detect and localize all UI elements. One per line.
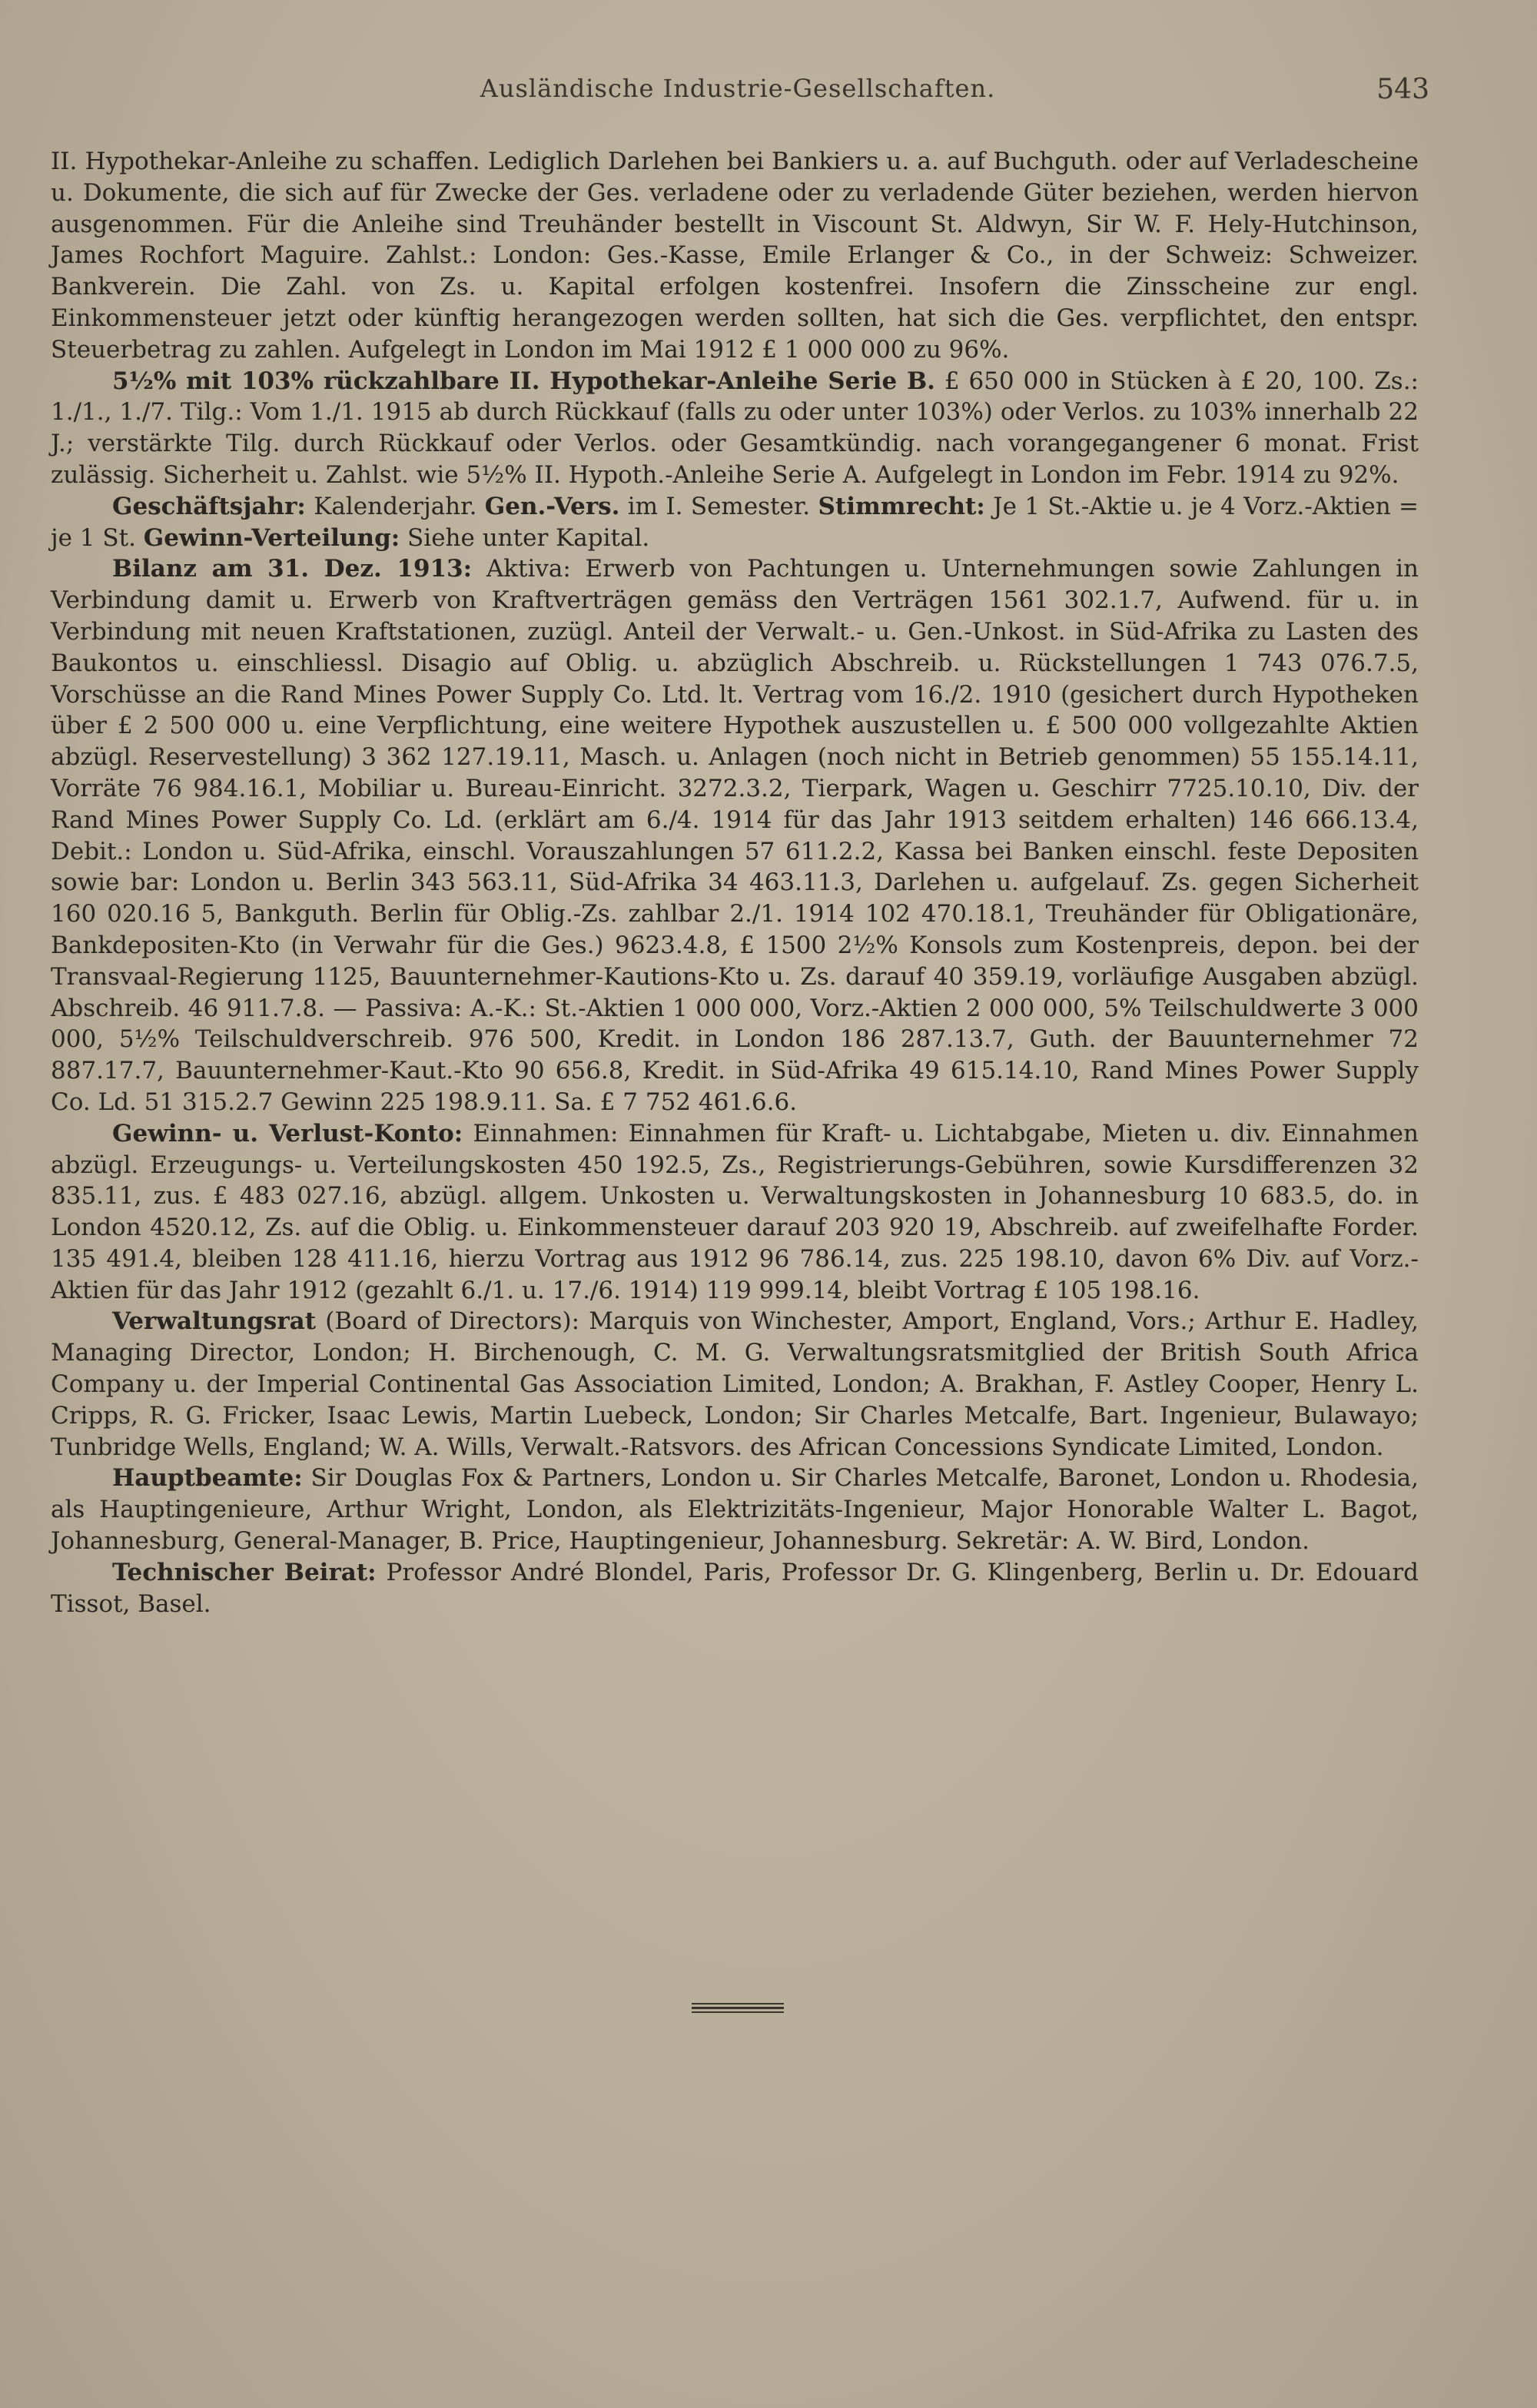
paragraph-technischer-beirat [51, 1557, 1419, 1620]
section-divider [692, 1998, 784, 2017]
section-heading: Stimmrecht: [818, 492, 985, 520]
section-heading: Technischer Beirat: [112, 1558, 377, 1586]
section-heading: Gen.-Vers. [484, 492, 620, 520]
section-heading: Gewinn- u. Verlust-Konto: [112, 1119, 463, 1148]
section-heading: Verwaltungsrat [112, 1307, 317, 1336]
running-title: Ausländische Industrie-Gesellschaften. [480, 74, 996, 103]
paragraph-text: Aktiva: Erwerb von Pachtungen u. Unternehmungen sowie Zahlungen in Verbindung damit u. Erwerb von Kraftverträgen gemäss den Verträgen 1561 302.1.7, Aufwend. für u. in Verbindung mit neuen Kraftstationen, zuzügl. Anteil der Verwalt.- u. Gen.-Unkost. in Süd-Afrika zu Lasten des Baukontos u. einschliessl. Disagio auf Oblig. u. abzüglich Abschreib. u. Rückstellungen 1 743 076.7.5, Vorschüsse an die Rand Mines Power Supply Co. Ltd. lt. Vertrag vom 16./2. 1910 (gesichert durch Hypotheken über £ 2 500 000 u. eine Verpflichtung, eine weitere Hypothek auszustellen u. £ 500 000 vollgezahlte Aktien abzügl. Reservestellung) 3 362 127.19.11, Masch. u. Anlagen (noch nicht in Betrieb genommen) 55 155.14.11, Vorräte 76 984.16.1, Mobiliar u. Bureau-Einricht. 3272.3.2, Tierpark, Wagen u. Geschirr 7725.10.10, Div. der Rand Mines Power Supply Co. Ld. (erklärt am 6./4. 1914 für das Jahr 1913 seitdem erhalten) 146 666.13.4, Debit.: London u. Süd-Afrika, einschl. Vorauszahlungen 57 611.2.2, Kassa bei Banken einschl. feste Depositen sowie bar: London u. Berlin 343 563.11, Süd-Afrika 34 463.11.3, Darlehen u. aufgelauf. Zs. gegen Sicherheit 160 020.16 5, Bankguth. Berlin für Oblig.-Zs. zahlbar 2./1. 1914 102 470.18.1, Treuhänder für Obligationäre, Bankdepositen-Kto (in Verwahr für die Ges.) 9623.4.8, £ 1500 2½% Konsols zum Kostenpreis, depon. bei der Transvaal-Regierung 1125, Bauunternehmer-Kautions-Kto u. Zs. darauf 40 359.19, vorläufige Ausgaben abzügl. Abschreib. 46 911.7.8. — Passiva: A.-K.: St.-Aktien 1 000 000, Vorz.-Aktien 2 000 000, 5% Teilschuldwerte 3 000 000, 5½% Teilschuldverschreib. 976 500, Kredit. in London 186 287.13.7, Guth. der Bauunternehmer 72 887.17.7, Bauunternehmer-Kaut.-Kto 90 656.8, Kredit. in Süd-Afrika 49 615.14.10, Rand Mines Power Supply Co. Ld. 51 315.2.7 Gewinn 225 198.9.11. Sa. £ 7 752 461.6.6. [51, 555, 1419, 1116]
paragraph-text: Je 1 St.-Aktie u. je 4 Vorz.-Aktien = je 1 St. [51, 492, 1419, 552]
paragraph-text: Sir Douglas Fox & Partners, London u. Sir Charles Metcalfe, Baronet, London u. Rhodesia, als Hauptingenieure, Arthur Wright, London, als Elektrizitäts-Ingenieur, Major Honorable Walter L. Bagot, Johannesburg, General-Manager, B. Price, Hauptingenieur, Johannesburg. Sekretär: A. W. Bird, London. [51, 1464, 1419, 1556]
paragraph-bilanz [51, 553, 1419, 1118]
paragraph-text: Professor André Blondel, Paris, Professor Dr. G. Klingenberg, Berlin u. Dr. Edouard Tissot, Basel. [51, 1558, 1419, 1618]
section-heading: Geschäftsjahr: [112, 492, 306, 520]
page-header [46, 74, 1429, 112]
section-heading: Hauptbeamte: [112, 1464, 303, 1493]
divider-line [692, 2007, 784, 2009]
paragraph-gewinn-verlust [51, 1118, 1419, 1307]
paragraph-text: im I. Semester. [619, 492, 818, 520]
paragraph-anleihe-serie-b [51, 366, 1419, 491]
paragraph-verwaltungsrat [51, 1306, 1419, 1463]
divider-line [692, 2003, 784, 2004]
section-heading: Bilanz am 31. Dez. 1913: [112, 555, 473, 583]
paragraph-text: Einnahmen: Einnahmen für Kraft- u. Lichtabgabe, Mieten u. div. Einnahmen abzügl. Erzeugungs- u. Verteilungskosten 450 192.5, Zs., Registrierungs-Gebühren, sowie Kursdifferenzen 32 835.11, zus. £ 483 027.16, abzügl. allgem. Unkosten u. Verwaltungskosten in Johannesburg 10 683.5, do. in London 4520.12, Zs. auf die Oblig. u. Einkommensteuer darauf 203 920 19, Abschreib. auf zweifelhafte Forder. 135 491.4, bleiben 128 411.16, hierzu Vortrag aus 1912 96 786.14, zus. 225 198.10, davon 6% Div. auf Vorz.-Aktien für das Jahr 1912 (gezahlt 6./1. u. 17./6. 1914) 119 999.14, bleibt Vortrag £ 105 198.16. [51, 1119, 1419, 1304]
section-heading: 5½% mit 103% rückzahlbare II. Hypothekar-Anleihe Serie B. [112, 367, 935, 395]
paragraph-hauptbeamte [51, 1463, 1419, 1556]
paragraph-text: II. Hypothekar-Anleihe zu schaffen. Lediglich Darlehen bei Bankiers u. a. auf Buchguth. oder auf Verladescheine u. Dokumente, die sich auf für Zwecke der Ges. verladene oder zu verladende Güter beziehen, werden hiervon ausgenommen. Für die Anleihe sind Treuhänder bestellt in Viscount St. Aldwyn, Sir W. F. Hely-Hutchinson, James Rochfort Maguire. Zahlst.: London: Ges.-Kasse, Emile Erlanger & Co., in der Schweiz: Schweizer. Bankverein. Die Zahl. von Zs. u. Kapital erfolgen kostenfrei. Insofern die Zinsscheine zur engl. Einkommensteuer jetzt oder künftig herangezogen werden sollten, hat sich die Ges. verpflichtet, den entspr. Steuerbetrag zu zahlen. Aufgelegt in London im Mai 1912 £ 1 000 000 zu 96%. [51, 148, 1419, 364]
paragraph-text: Kalenderjahr. [305, 492, 485, 520]
paragraph-geschaeftsjahr [51, 491, 1419, 554]
paragraph-text: (Board of Directors): Marquis von Winchester, Amport, England, Vors.; Arthur E. Hadley, Managing Director, London; H. Birchenough, C. M. G. Verwaltungsratsmitglied der British South Africa Company u. der Imperial Continental Gas Association Limited, London; A. Brakhan, F. Astley Cooper, Henry L. Cripps, R. G. Fricker, Isaac Lewis, Martin Luebeck, London; Sir Charles Metcalfe, Bart. Ingenieur, Bulawayo; Tunbridge Wells, England; W. A. Wills, Verwalt.-Ratsvors. des African Concessions Syndicate Limited, London. [51, 1307, 1419, 1461]
paragraph-text: Siehe unter Kapital. [400, 523, 650, 552]
paragraph-text: £ 650 000 in Stücken à £ 20, 100. Zs.: 1./1., 1./7. Tilg.: Vom 1./1. 1915 ab durch Rückkauf (falls zu oder unter 103%) oder Verlos. zu 103% innerhalb 22 J.; verstärkte Tilg. durch Rückkauf oder Verlos. oder Gesamtkündig. nach vorangegangener 6 monat. Frist zulässig. Sicherheit u. Zahlst. wie 5½% II. Hypoth.-Anleihe Serie A. Aufgelegt in London im Febr. 1914 zu 92%. [51, 367, 1419, 489]
page-number: 543 [1376, 74, 1429, 105]
body-text [51, 146, 1419, 1619]
paragraph-anleihe-continuation [51, 146, 1419, 366]
section-heading: Gewinn-Verteilung: [143, 523, 400, 552]
divider-line [692, 2011, 784, 2013]
